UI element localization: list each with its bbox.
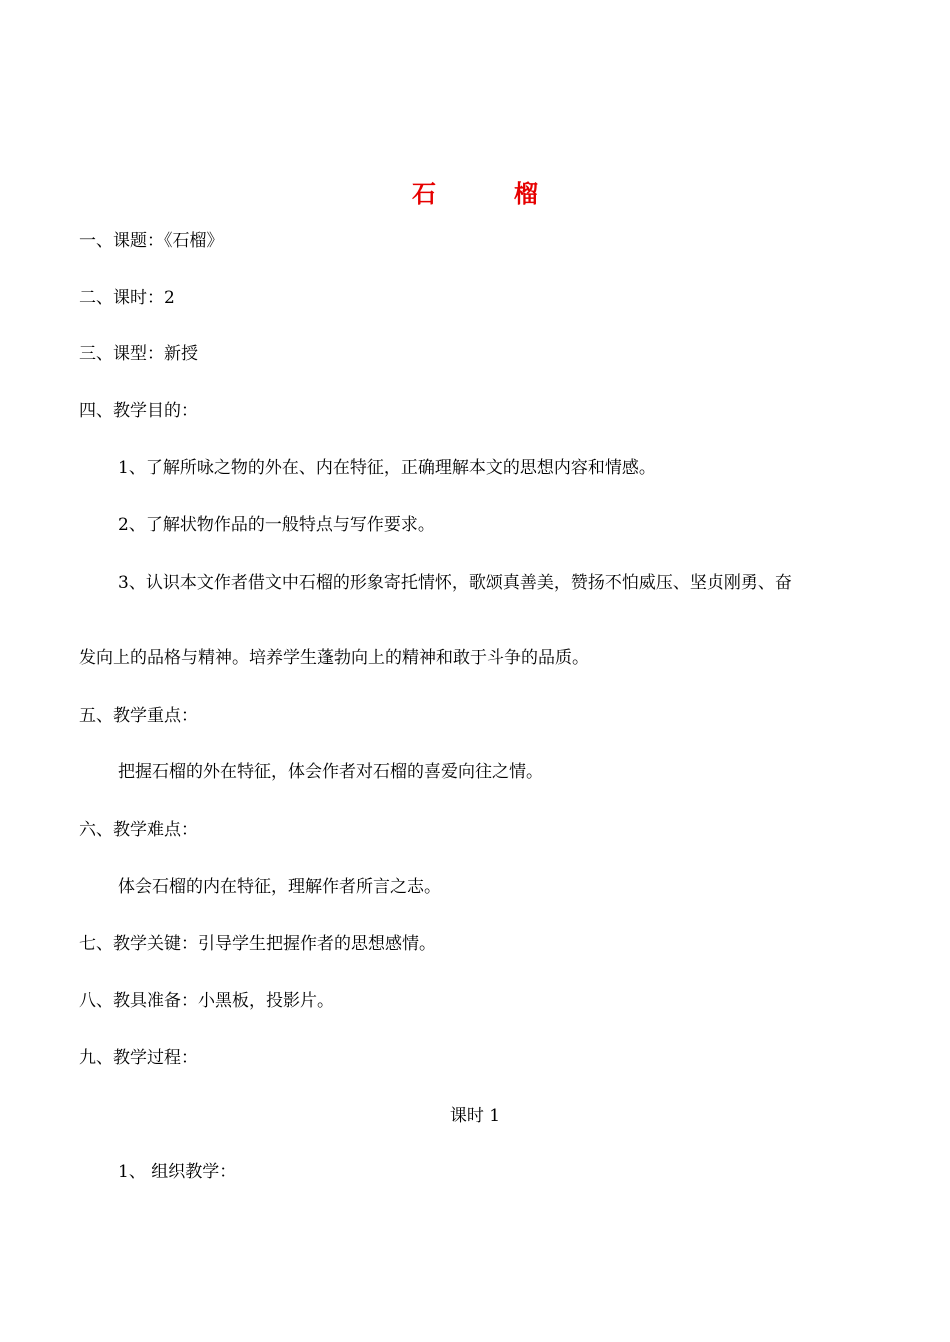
section-lesson-type: 三、课型：新授 (79, 344, 198, 364)
objective-3: 3、认识本文作者借文中石榴的形象寄托情怀，歌颂真善美，赞扬不怕威压、坚贞刚勇、奋 (118, 573, 792, 593)
key-points-text: 把握石榴的外在特征，体会作者对石榴的喜爱向往之情。 (118, 762, 543, 782)
section-process-heading: 九、教学过程： (79, 1048, 198, 1068)
difficulties-text: 体会石榴的内在特征，理解作者所言之志。 (118, 877, 441, 897)
objective-1: 1、了解所咏之物的外在、内在特征，正确理解本文的思想内容和情感。 (118, 458, 656, 478)
section-difficulties-heading: 六、教学难点： (79, 820, 198, 840)
section-teaching-aids: 八、教具准备：小黑板，投影片。 (79, 991, 334, 1011)
title-char-1: 石 (412, 180, 436, 208)
title-char-2: 榴 (514, 180, 538, 208)
section-topic: 一、课题：《石榴》 (79, 231, 224, 251)
objective-2: 2、了解状物作品的一般特点与写作要求。 (118, 515, 435, 535)
section-key-points-heading: 五、教学重点： (79, 706, 198, 726)
section-objectives-heading: 四、教学目的： (79, 401, 198, 421)
objective-3-continued: 发向上的品格与精神。培养学生蓬勃向上的精神和敢于斗争的品质。 (79, 648, 589, 668)
document-title (0, 176, 950, 212)
section-teaching-key: 七、教学关键：引导学生把握作者的思想感情。 (79, 934, 436, 954)
lesson-period-label: 课时 1 (449, 1106, 501, 1126)
step-1-organize: 1、 组织教学： (118, 1162, 237, 1182)
section-periods: 二、课时：2 (79, 288, 175, 308)
